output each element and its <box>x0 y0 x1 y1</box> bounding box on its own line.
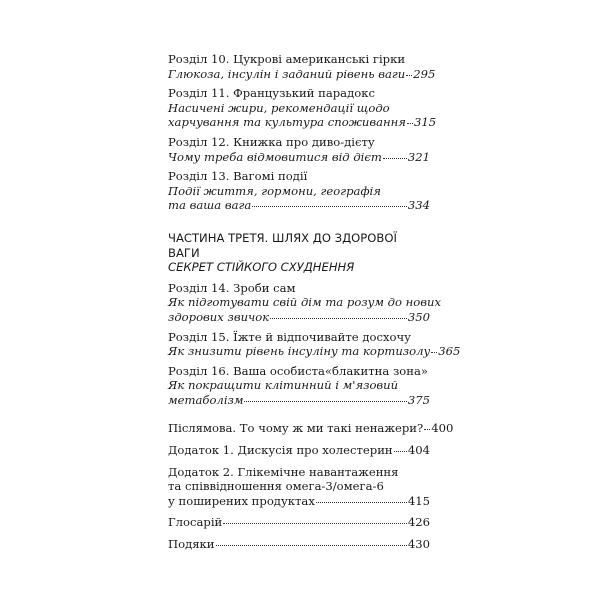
chapter-heading-text: Розділ 12. Книжка про диво-дієту <box>168 134 375 149</box>
chapter-subtitle <box>168 344 461 359</box>
toc-entry[interactable] <box>168 52 436 81</box>
chapter-subtitle-text: Як знизити рівень інсуліну та кортизолу <box>168 344 431 359</box>
dot-leader <box>424 420 430 431</box>
part-three-subtitle: СЕКРЕТ СТІЙКОГО СХУДНЕННЯ <box>168 260 355 275</box>
chapter-subtitle <box>168 310 430 325</box>
back-matter-line-text: Післямова. То чому ж ми такі ненажери? <box>168 421 424 436</box>
chapter-heading <box>168 52 430 67</box>
dot-leader <box>407 114 413 125</box>
toc-entry[interactable] <box>168 86 437 130</box>
toc-entry[interactable] <box>168 515 430 530</box>
toc-entry[interactable] <box>168 135 430 164</box>
toc-entry[interactable] <box>168 537 430 552</box>
chapter-heading <box>168 364 430 379</box>
page-number: 295 <box>413 66 436 81</box>
toc-entry[interactable] <box>168 364 430 408</box>
chapter-subtitle <box>168 101 430 116</box>
dot-leader <box>216 535 407 546</box>
page-number: 415 <box>407 493 430 508</box>
page-number: 315 <box>413 115 437 130</box>
page-number: 375 <box>407 392 430 407</box>
toc-entry[interactable] <box>168 465 430 509</box>
back-matter-line <box>168 421 454 436</box>
back-matter-line-text: Додаток 1. Дискусія про холестерин <box>168 443 393 458</box>
back-matter-line-text: Глосарій <box>168 515 223 530</box>
page-number: 321 <box>407 149 430 164</box>
toc-entry[interactable] <box>168 169 430 213</box>
back-matter-line-text: та співвідношення омега-3/омега-6 <box>168 479 384 494</box>
page-number: 365 <box>438 344 461 359</box>
dot-leader <box>316 492 407 503</box>
chapter-subtitle-text: Як підготувати свій дім та розум до нових <box>168 295 442 310</box>
toc-entry[interactable] <box>168 421 454 436</box>
chapter-subtitle-text: здорових звичок <box>168 309 270 324</box>
chapter-heading-text: Розділ 11. Французький парадокс <box>168 86 375 101</box>
back-matter-line-text: Додаток 2. Глікемічне навантаження <box>168 464 399 479</box>
toc-entry[interactable] <box>168 329 461 359</box>
back-matter-line-text: у поширених продуктах <box>168 493 315 508</box>
chapter-heading-text: Розділ 13. Вагомі події <box>168 169 308 184</box>
chapter-subtitle-text: Глюкоза, інсулін і заданий рівень ваги <box>168 66 406 81</box>
page-number: 334 <box>407 198 430 213</box>
chapter-heading <box>168 281 430 296</box>
dot-leader <box>431 342 437 353</box>
chapter-subtitle-text: харчування та культура споживання <box>168 115 406 130</box>
back-matter-line-text: Подяки <box>168 537 215 552</box>
chapter-subtitle-text: метаболізм <box>168 392 244 407</box>
chapter-subtitle <box>168 393 430 408</box>
chapter-heading-text: Розділ 16. Ваша особиста«блакитна зона» <box>168 363 429 378</box>
dot-leader <box>394 441 407 452</box>
dot-leader <box>223 514 407 525</box>
back-matter-line <box>168 465 430 480</box>
chapter-heading <box>168 86 430 101</box>
part-three-title: ЧАСТИНА ТРЕТЯ. ШЛЯХ ДО ЗДОРОВОЇ ВАГИ <box>168 230 397 260</box>
back-matter-line <box>168 515 430 530</box>
chapters-group-part-two <box>168 52 437 213</box>
chapter-subtitle <box>168 198 430 213</box>
table-of-contents <box>168 52 461 559</box>
chapter-subtitle-text: Події життя, гормони, географія <box>168 183 381 198</box>
chapter-subtitle-text: та ваша вага <box>168 198 252 213</box>
chapter-subtitle <box>168 150 430 165</box>
chapter-heading-text: Розділ 15. Їжте й відпочивайте досхочу <box>168 329 411 344</box>
chapter-subtitle <box>168 66 436 82</box>
chapter-subtitle-text: Як покращити клітинний і м'язовий <box>168 378 399 393</box>
page-number: 400 <box>431 421 454 436</box>
dot-leader <box>244 391 406 402</box>
toc-entry[interactable] <box>168 443 430 458</box>
page-number: 426 <box>407 515 430 530</box>
back-matter-group <box>168 421 454 552</box>
back-matter-line <box>168 537 430 552</box>
page-number: 350 <box>407 309 430 324</box>
back-matter-line <box>168 443 430 458</box>
chapters-group-part-three <box>168 280 461 408</box>
dot-leader <box>270 308 407 319</box>
chapter-subtitle-text: Чому треба відмовитися від дієт <box>168 149 382 164</box>
chapter-heading-text: Розділ 14. Зроби сам <box>168 280 296 295</box>
chapter-heading-text: Розділ 10. Цукрові американські гірки <box>168 52 406 66</box>
chapter-subtitle <box>168 115 437 130</box>
chapter-heading <box>168 330 430 345</box>
chapter-heading <box>168 169 430 184</box>
dot-leader <box>252 196 407 207</box>
dot-leader <box>406 65 412 76</box>
toc-entry[interactable] <box>168 280 442 325</box>
back-matter-line <box>168 494 430 509</box>
page-number: 430 <box>407 537 430 552</box>
dot-leader <box>383 148 407 159</box>
page-number: 404 <box>407 443 430 458</box>
chapter-subtitle-text: Насичені жири, рекомендації щодо <box>168 100 390 115</box>
